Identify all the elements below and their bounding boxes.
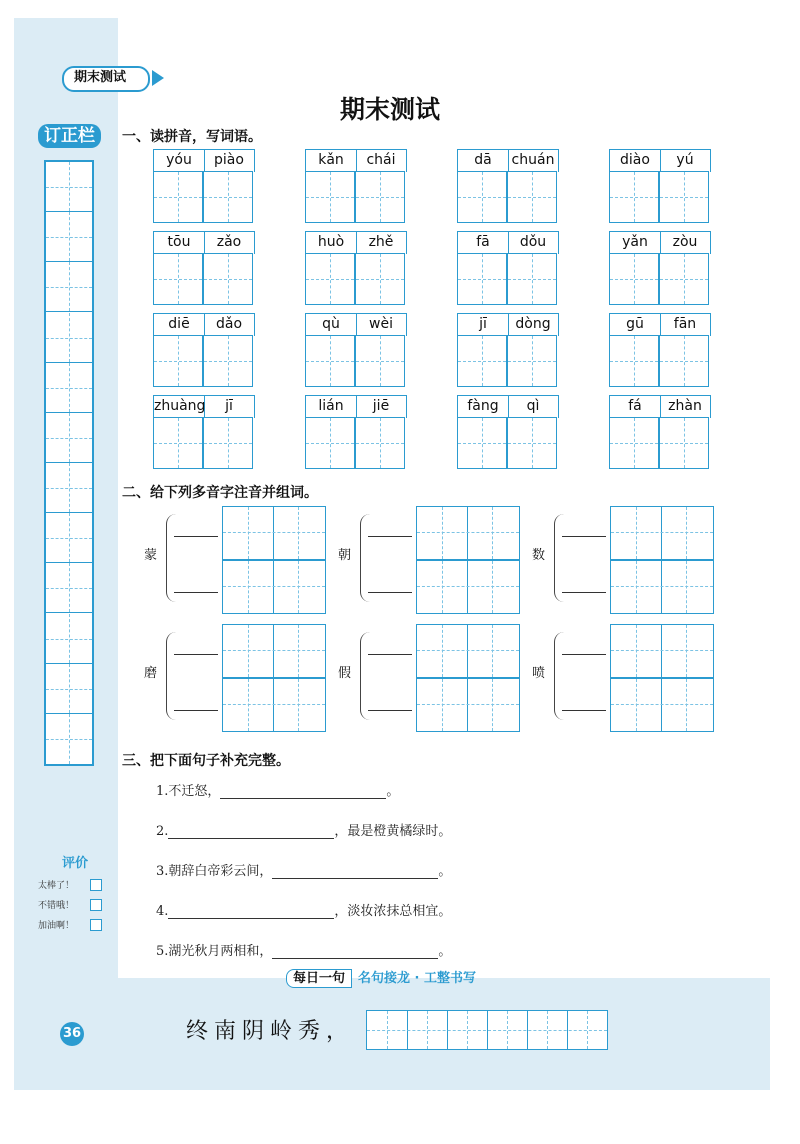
grid-guide [686,679,687,731]
character-writing-box[interactable] [355,253,405,305]
page-title: 期末测试 [340,95,441,124]
pinyin-syllable: jī [225,398,233,414]
word-writing-box[interactable] [222,560,326,614]
grid-guide [467,679,468,731]
pinyin-syllable: zhuàng [154,398,206,414]
sentence-text: 不迁怒， [168,784,221,799]
grid-guide [417,532,519,533]
grid-guide [248,679,249,731]
pinyin-syllable: diē [168,316,190,332]
grid-guide [298,625,299,677]
pinyin-band [457,395,559,418]
character-writing-box[interactable] [305,417,355,469]
grid-guide [482,418,483,468]
sentence-text: 。 [438,944,452,959]
grid-guide [492,625,493,677]
character-writing-box[interactable] [153,171,203,223]
pinyin-word-group [153,313,255,391]
pinyin-band [153,231,255,254]
pinyin-band [609,313,711,336]
polyphone-character: 蒙 [144,548,158,563]
grid-guide [46,488,92,489]
grid-guide [223,532,325,533]
grid-guide [46,588,92,589]
grid-guide [46,689,92,690]
grid-guide [330,418,331,468]
character-writing-box[interactable] [203,171,253,223]
pinyin-syllable: wèi [369,316,393,332]
pinyin-band [457,231,559,254]
brace [166,632,179,720]
grid-guide [634,254,635,304]
evaluation-option-label: 太棒了！ [38,881,75,891]
grid-guide [223,704,325,705]
pinyin-word-group [153,149,255,227]
character-writing-box[interactable] [203,335,253,387]
pinyin-word-group [609,395,711,473]
pinyin-word-group [609,231,711,309]
grid-guide [634,418,635,468]
grid-guide [248,507,249,559]
character-writing-box[interactable] [305,253,355,305]
character-writing-box[interactable] [457,171,507,223]
pinyin-syllable: huò [317,234,345,250]
word-writing-box[interactable] [610,678,714,732]
sentence-line [156,900,451,919]
character-writing-box[interactable] [457,253,507,305]
pinyin-syllable: fá [628,398,642,414]
sentence-number: 3. [156,864,169,879]
grid-guide [636,625,637,677]
answer-blank[interactable] [220,784,386,799]
grid-guide [634,172,635,222]
correction-cell[interactable] [46,262,92,312]
word-writing-box[interactable] [416,624,520,678]
pinyin-band [457,313,559,336]
grid-guide [178,254,179,304]
character-writing-box[interactable] [355,417,405,469]
word-writing-box[interactable] [416,678,520,732]
grid-guide [684,418,685,468]
pinyin-band [609,395,711,418]
grid-guide [330,254,331,304]
grid-guide [661,625,662,677]
grid-guide [298,679,299,731]
character-writing-box[interactable] [153,253,203,305]
grid-guide [330,336,331,386]
polyphone-character: 磨 [144,666,158,681]
grid-guide [380,172,381,222]
sentence-number: 5. [156,944,169,959]
pinyin-blank[interactable] [174,536,218,537]
pinyin-syllable: dǎo [215,316,243,332]
pinyin-band [153,149,255,172]
grid-guide [532,336,533,386]
grid-guide [686,625,687,677]
pinyin-band [153,313,255,336]
correction-title: 订正栏 [38,124,101,148]
pinyin-syllable: zhě [368,234,394,250]
daily-label: 每日一句 [286,969,352,988]
sentence-text: ，淡妆浓抹总相宜。 [334,904,452,919]
word-writing-box[interactable] [416,506,520,560]
grid-guide [636,679,637,731]
evaluation-checkbox[interactable] [90,899,102,911]
sentence-text: 。 [386,784,400,799]
sentence-line [156,940,451,959]
grid-guide [223,650,325,651]
pinyin-syllable: tōu [167,234,191,250]
pinyin-blank[interactable] [174,592,218,593]
pinyin-blank[interactable] [368,592,412,593]
word-writing-box[interactable] [610,624,714,678]
pinyin-syllable: fā [476,234,490,250]
character-writing-box[interactable] [153,335,203,387]
grid-guide [228,418,229,468]
evaluation-checkbox[interactable] [90,879,102,891]
pinyin-band [305,313,407,336]
grid-guide [248,561,249,613]
character-writing-box[interactable] [659,171,709,223]
grid-guide [611,704,713,705]
polyphone-character: 假 [338,666,352,681]
sentence-line [156,820,451,839]
grid-guide [223,586,325,587]
section-2-heading: 二、给下列多音字注音并组词。 [122,485,318,501]
character-writing-box[interactable] [305,171,355,223]
pinyin-band [305,231,407,254]
word-writing-box[interactable] [610,560,714,614]
character-writing-box[interactable] [659,417,709,469]
grid-guide [228,336,229,386]
pinyin-band [609,231,711,254]
grid-guide [417,704,519,705]
grid-guide [46,438,92,439]
character-writing-box[interactable] [507,171,557,223]
pinyin-blank[interactable] [368,536,412,537]
grid-guide [273,625,274,677]
sentence-line [156,860,451,879]
pinyin-word-group [305,149,407,227]
pinyin-syllable: jī [479,316,487,332]
grid-guide [273,507,274,559]
page-number: 36 [60,1022,84,1046]
pinyin-blank[interactable] [368,654,412,655]
word-writing-box[interactable] [222,678,326,732]
grid-guide [380,418,381,468]
grid-guide [248,625,249,677]
polyphone-character: 喷 [532,666,546,681]
sentence-text: 湖光秋月两相和， [168,944,273,959]
grid-guide [611,532,713,533]
daily-sub-label: 名句接龙 · 工整书写 [358,971,477,986]
character-writing-box[interactable] [609,253,659,305]
answer-blank[interactable] [168,904,334,919]
grid-guide [46,388,92,389]
grid-guide [532,172,533,222]
sentence-number: 4. [156,904,169,919]
grid-guide [46,237,92,238]
pinyin-blank[interactable] [368,710,412,711]
correction-cell[interactable] [46,212,92,262]
pinyin-syllable: yú [676,152,694,168]
word-writing-box[interactable] [222,624,326,678]
pinyin-syllable: dǒu [519,234,547,250]
evaluation-checkbox[interactable] [90,919,102,931]
grid-guide [330,172,331,222]
sentence-number: 2. [156,824,169,839]
character-writing-box[interactable] [659,335,709,387]
correction-cell[interactable] [46,162,92,212]
grid-guide [482,172,483,222]
brace [360,514,373,602]
grid-guide [46,739,92,740]
polyphone-character: 朝 [338,548,352,563]
grid-guide [636,507,637,559]
character-writing-box[interactable] [507,253,557,305]
evaluation-title: 评价 [62,856,89,871]
character-writing-box[interactable] [305,335,355,387]
pinyin-syllable: zòu [672,234,698,250]
grid-guide [492,507,493,559]
brace [166,514,179,602]
brace [360,632,373,720]
correction-grid[interactable] [44,160,94,766]
pinyin-syllable: gū [626,316,644,332]
section-3-heading: 三、把下面句子补充完整。 [122,753,290,769]
pinyin-syllable: dòng [515,316,551,332]
pinyin-band [153,395,255,418]
grid-guide [467,625,468,677]
pinyin-word-group [457,149,559,227]
answer-blank[interactable] [272,864,438,879]
pinyin-syllable: qì [526,398,540,414]
word-writing-box[interactable] [416,560,520,614]
grid-guide [367,1030,607,1031]
pinyin-word-group [305,231,407,309]
character-writing-box[interactable] [507,417,557,469]
correction-cell[interactable] [46,413,92,463]
pinyin-syllable: jiē [372,398,390,414]
pinyin-syllable: fàng [467,398,499,414]
grid-guide [417,650,519,651]
grid-guide [46,338,92,339]
pinyin-syllable: yóu [166,152,192,168]
header-tab: 期末测试 [62,66,150,92]
sentence-number: 1. [156,784,169,799]
grid-guide [482,336,483,386]
pinyin-blank[interactable] [562,592,606,593]
grid-guide [686,507,687,559]
grid-guide [532,418,533,468]
grid-guide [661,561,662,613]
pinyin-syllable: lián [318,398,344,414]
grid-guide [380,336,381,386]
polyphone-character: 数 [532,548,546,563]
evaluation-option-label: 加油啊！ [38,921,75,931]
pinyin-word-group [457,313,559,391]
character-writing-box[interactable] [507,335,557,387]
grid-guide [467,507,468,559]
grid-guide [684,172,685,222]
character-writing-box[interactable] [153,417,203,469]
grid-guide [46,538,92,539]
grid-guide [492,679,493,731]
character-writing-box[interactable] [457,417,507,469]
pinyin-word-group [153,231,255,309]
grid-guide [684,254,685,304]
pinyin-blank[interactable] [174,654,218,655]
pinyin-word-group [153,395,255,473]
pinyin-band [609,149,711,172]
grid-guide [178,336,179,386]
word-writing-box[interactable] [610,506,714,560]
grid-guide [661,507,662,559]
correction-cell[interactable] [46,363,92,413]
grid-guide [298,561,299,613]
correction-cell[interactable] [46,714,92,764]
answer-blank[interactable] [272,944,438,959]
brace [554,632,567,720]
grid-guide [442,561,443,613]
pinyin-word-group [609,313,711,391]
pinyin-band [457,149,559,172]
grid-guide [417,586,519,587]
grid-guide [46,187,92,188]
pinyin-syllable: kǎn [318,152,344,168]
grid-guide [492,561,493,613]
pinyin-syllable: diào [620,152,650,168]
pinyin-syllable: yǎn [622,234,648,250]
pinyin-syllable: chái [366,152,396,168]
grid-guide [482,254,483,304]
pinyin-blank[interactable] [562,536,606,537]
correction-cell[interactable] [46,664,92,714]
pinyin-blank[interactable] [562,710,606,711]
sentence-text: ，最是橙黄橘绿时。 [334,824,452,839]
grid-guide [634,336,635,386]
pinyin-blank[interactable] [562,654,606,655]
pinyin-word-group [305,313,407,391]
correction-cell[interactable] [46,513,92,563]
pinyin-syllable: dā [474,152,492,168]
verse-writing-grid[interactable] [366,1010,608,1050]
grid-guide [442,625,443,677]
correction-cell[interactable] [46,563,92,613]
grid-guide [273,561,274,613]
grid-guide [661,679,662,731]
grid-guide [611,586,713,587]
pinyin-word-group [457,231,559,309]
grid-guide [298,507,299,559]
grid-guide [273,679,274,731]
pinyin-word-group [457,395,559,473]
character-writing-box[interactable] [203,417,253,469]
daily-sentence-label [286,967,482,986]
character-writing-box[interactable] [457,335,507,387]
pinyin-band [305,149,407,172]
sentence-text: 朝辞白帝彩云间， [168,864,273,879]
grid-guide [636,561,637,613]
answer-blank[interactable] [168,824,334,839]
correction-cell[interactable] [46,614,92,664]
grid-guide [611,650,713,651]
grid-guide [686,561,687,613]
tab-arrow-icon [152,70,164,86]
grid-guide [684,336,685,386]
pinyin-syllable: zǎo [216,234,242,250]
character-writing-box[interactable] [659,253,709,305]
grid-guide [46,287,92,288]
character-writing-box[interactable] [355,335,405,387]
grid-guide [228,254,229,304]
grid-guide [532,254,533,304]
correction-cell[interactable] [46,313,92,363]
evaluation-option-label: 不错哦！ [38,901,75,911]
grid-guide [228,172,229,222]
character-writing-box[interactable] [609,417,659,469]
pinyin-syllable: zhàn [668,398,702,414]
sentence-line [156,780,399,799]
pinyin-syllable: chuán [511,152,555,168]
verse-prompt: 终南阴岭秀， [186,1019,355,1044]
grid-guide [380,254,381,304]
grid-guide [442,507,443,559]
pinyin-word-group [305,395,407,473]
grid-guide [467,561,468,613]
grid-guide [178,418,179,468]
pinyin-blank[interactable] [174,710,218,711]
brace [554,514,567,602]
character-writing-box[interactable] [203,253,253,305]
character-writing-box[interactable] [609,335,659,387]
grid-guide [178,172,179,222]
pinyin-band [305,395,407,418]
pinyin-syllable: piào [214,152,244,168]
pinyin-word-group [609,149,711,227]
word-writing-box[interactable] [222,506,326,560]
correction-cell[interactable] [46,463,92,513]
sentence-text: 。 [438,864,452,879]
character-writing-box[interactable] [355,171,405,223]
grid-guide [46,639,92,640]
pinyin-syllable: qù [322,316,340,332]
character-writing-box[interactable] [609,171,659,223]
section-1-heading: 一、读拼音，写词语。 [122,129,262,145]
pinyin-syllable: fān [673,316,697,332]
grid-guide [442,679,443,731]
